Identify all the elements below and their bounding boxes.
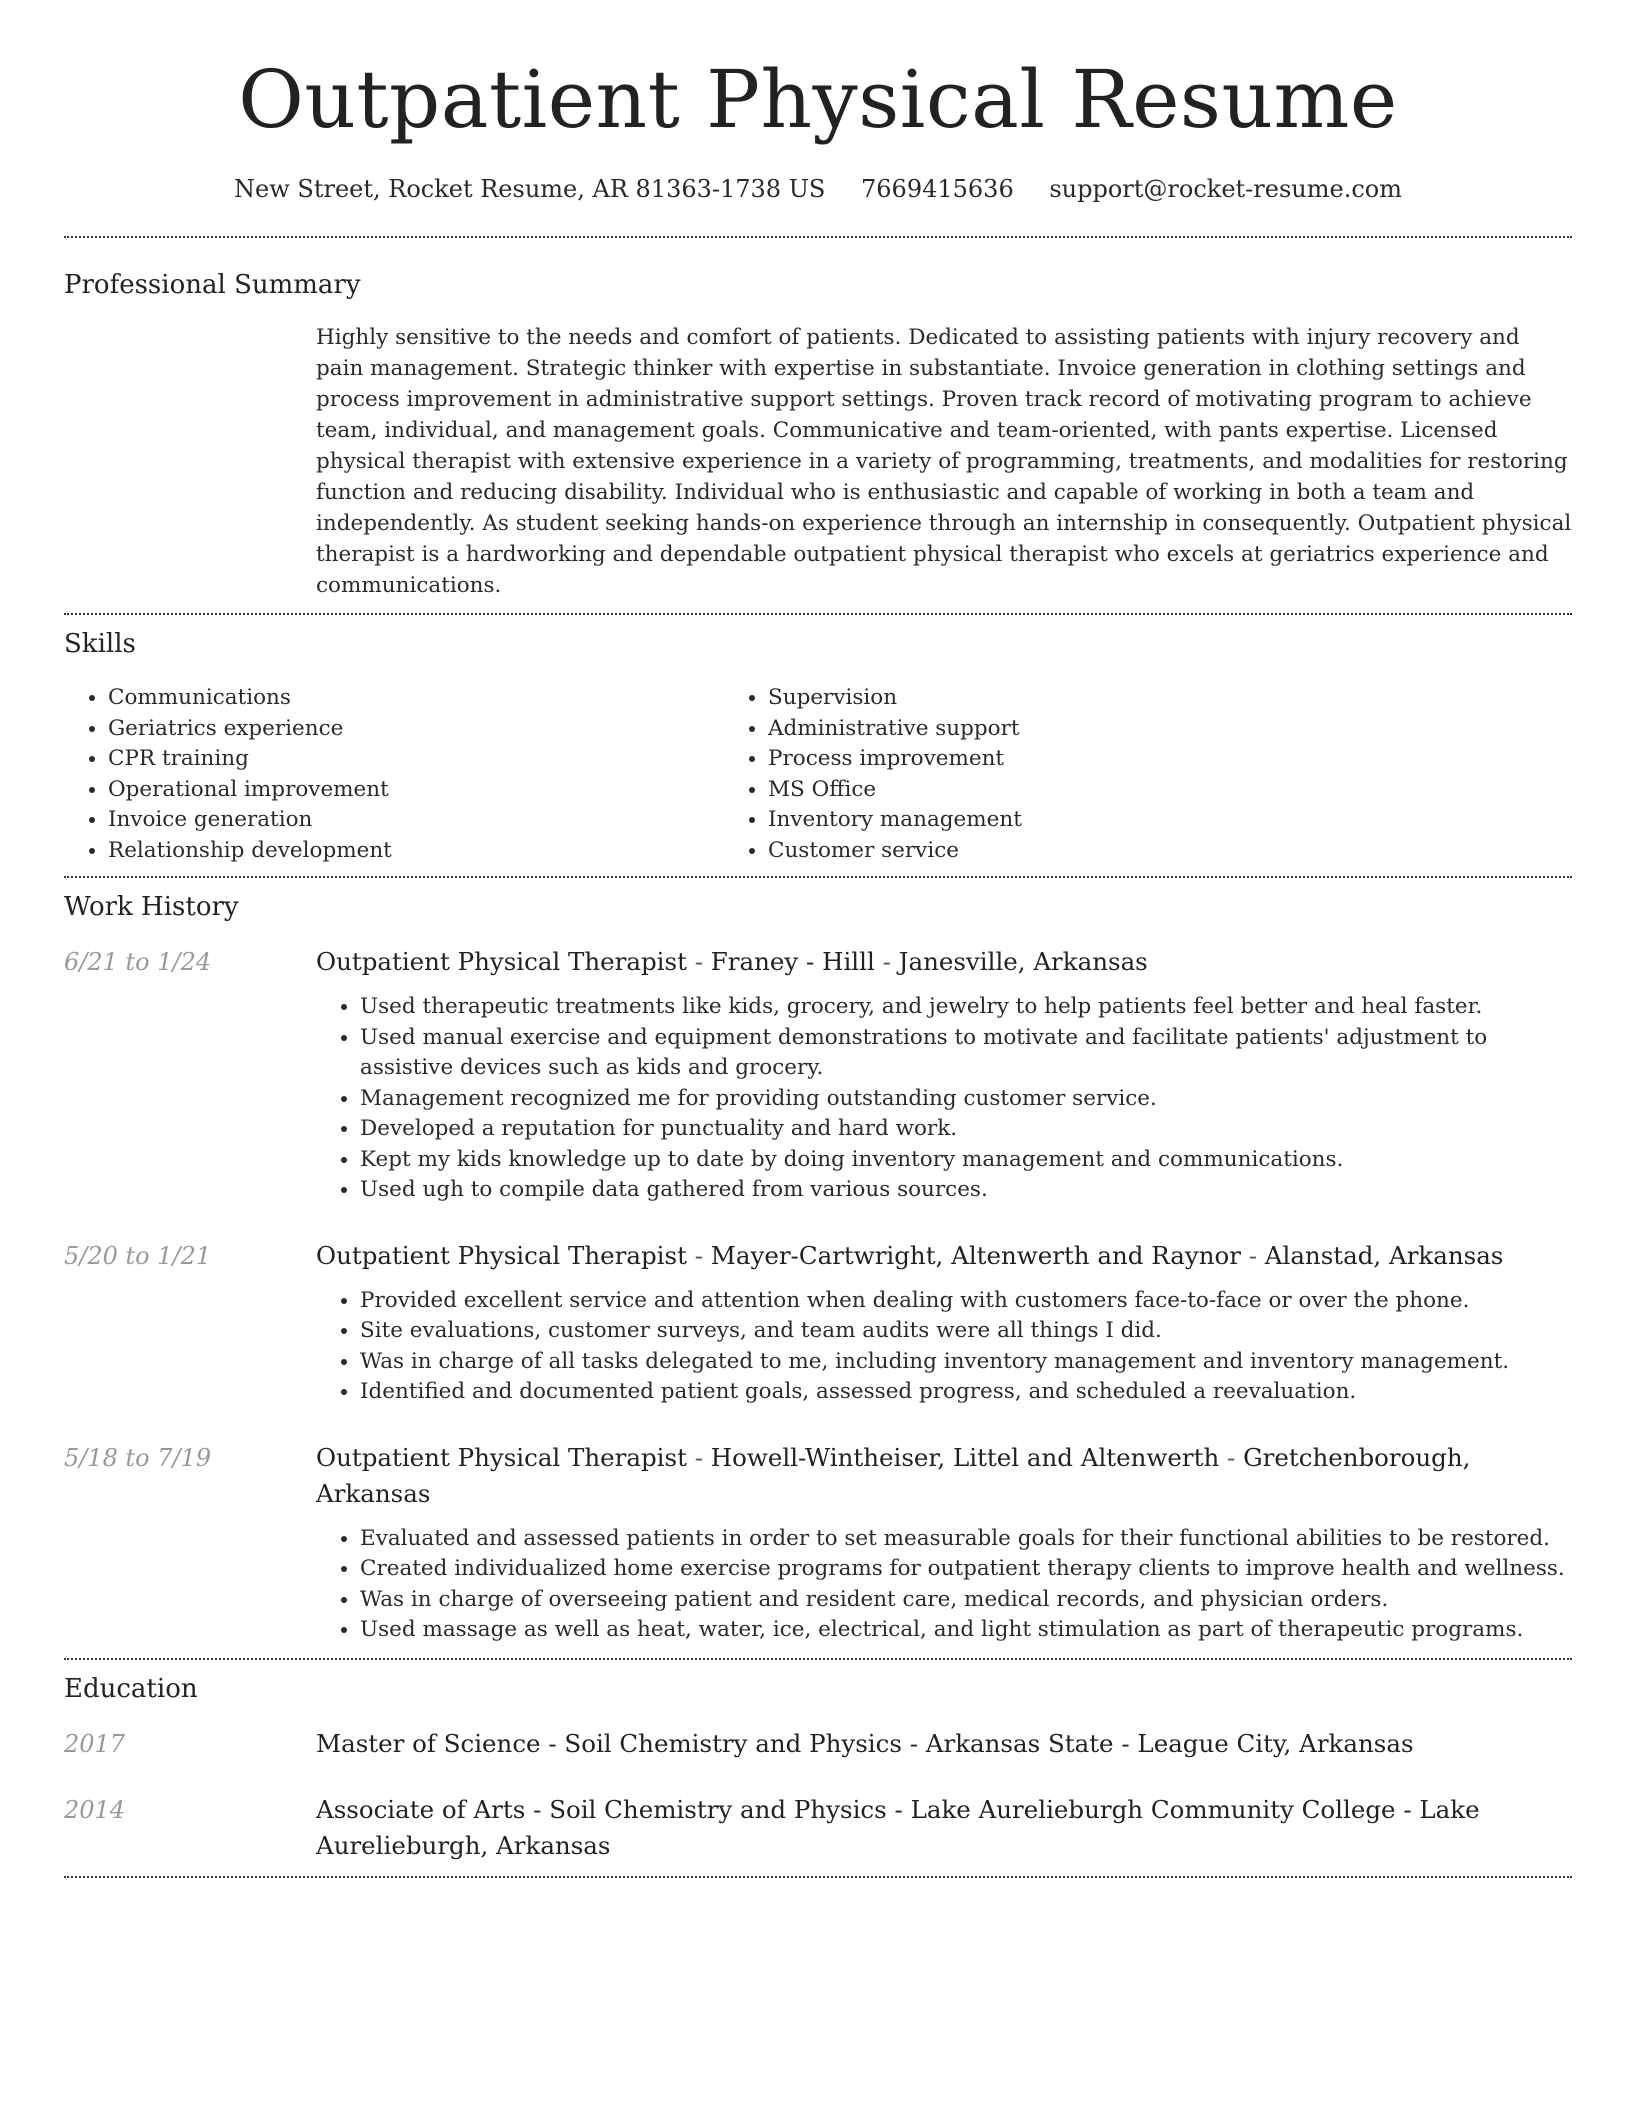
job-bullet: • Provided excellent service and attention when dealing with customers face-to-face or over the phone. [360,1286,1572,1317]
skill-item: • MS Office [768,775,1384,806]
education-location: Lake Aurelieburgh, Arkansas [316,1794,1480,1860]
job-employer: Howell-Wintheiser, Littel and Altenwerth [710,1442,1220,1472]
education-heading: Master of Science - Soil Chemistry and Physics - Arkansas State - League City, Arkansas [316,1728,1414,1758]
skill-item: • CPR training [108,744,724,775]
skill-item: • Relationship development [108,836,724,867]
job-bullets [316,1524,1572,1646]
job-dates: 5/18 to 7/19 [64,1443,212,1472]
job-bullet: • Developed a reputation for punctuality and hard work. [360,1114,1572,1145]
job-bullet: • Used massage as well as heat, water, ice, electrical, and light stimulation as part of therapeutic programs. [360,1615,1572,1646]
resume-header [64,0,1572,206]
contact-line [64,172,1572,206]
job-position: Outpatient Physical Therapist [316,947,687,976]
job-dates: 6/21 to 1/24 [64,948,212,976]
job-bullet: • Used manual exercise and equipment demonstrations to motivate and facilitate patients' adjustment to assistive devices such as kids and grocery. [360,1023,1572,1084]
resume-page [64,0,1572,1878]
job-bullet: • Was in charge of overseeing patient and resident care, medical records, and physician orders. [360,1585,1572,1616]
job-bullet: • Used ugh to compile data gathered from various sources. [360,1175,1572,1206]
job-entry [64,1440,1572,1646]
job-position: Outpatient Physical Therapist [316,1442,687,1472]
job-bullet: • Evaluated and assessed patients in order to set measurable goals for their functional abilities to be restored. [360,1524,1572,1555]
education-section [64,1660,1572,1864]
education-year: 2017 [64,1729,126,1758]
section-title-skills: Skills [64,629,136,659]
skill-item: • Customer service [768,836,1384,867]
job-location: Gretchenborough, Arkansas [316,1442,1471,1508]
job-heading: Outpatient Physical Therapist - Franey - Hilll - Janesville, Arkansas [316,947,1148,976]
job-bullet: • Created individualized home exercise programs for outpatient therapy clients to improve health and wellness. [360,1554,1572,1585]
job-location: Janesville, Arkansas [898,947,1148,976]
job-dates: 5/20 to 1/21 [64,1241,212,1270]
skill-item: • Inventory management [768,805,1384,836]
job-bullets [316,992,1572,1206]
section-title-education: Education [64,1673,198,1704]
job-position: Outpatient Physical Therapist [316,1240,687,1270]
education-location: League City, Arkansas [1137,1728,1414,1758]
job-bullet: • Management recognized me for providing outstanding customer service. [360,1084,1572,1115]
section-title-summary: Professional Summary [64,270,361,300]
education-field: Soil Chemistry and Physics [549,1794,887,1824]
skill-item: • Process improvement [768,744,1384,775]
education-field: Soil Chemistry and Physics [564,1728,902,1758]
job-entry [64,944,1572,1206]
job-entry [64,1238,1572,1408]
summary-section [64,238,1572,601]
job-bullet: • Was in charge of all tasks delegated to me, including inventory management and inventory management. [360,1347,1572,1378]
education-degree: Associate of Arts [316,1794,526,1824]
contact-email: support@rocket-resume.com [1049,175,1402,203]
section-title-work: Work History [64,892,239,922]
divider [64,1876,1572,1878]
job-heading: Outpatient Physical Therapist - Howell-Wintheiser, Littel and Altenwerth - Gretchenborough, Arkansas [316,1442,1471,1508]
education-degree: Master of Science [316,1728,541,1758]
job-bullet: • Used therapeutic treatments like kids, grocery, and jewelry to help patients feel better and heal faster. [360,992,1572,1023]
education-entry [64,1726,1572,1762]
job-bullet: • Identified and documented patient goals, assessed progress, and scheduled a reevaluation. [360,1377,1572,1408]
skills-section [64,615,1572,866]
skill-item: • Operational improvement [108,775,724,806]
contact-phone: 7669415636 [861,175,1014,203]
contact-address: New Street, Rocket Resume, AR 81363-1738 US [234,175,826,203]
skill-item: • Administrative support [768,714,1384,745]
job-employer: Mayer-Cartwright, Altenwerth and Raynor [710,1240,1241,1270]
skills-column-left [64,683,724,866]
education-entry [64,1792,1572,1864]
job-bullets [316,1286,1572,1408]
summary-text: Highly sensitive to the needs and comfort of patients. Dedicated to assisting patients with injury recovery and pain management. Strategic thinker with expertise in substantiate. Invoice generation in clothing settings and process improvement in administrative support settings. Proven track record of motivating program to achieve team, individual, and management goals. Communicative and team-oriented, with pants expertise. Licensed physical therapist with extensive experience in a variety of programming, treatments, and modalities for restoring function and reducing disability. Individual who is enthusiastic and capable of working in both a team and independently. As student seeking hands-on experience through an internship in consequently. Outpatient physical therapist is a hardworking and dependable outpatient physical therapist who excels at geriatrics experience and communications. [316,325,1572,598]
skill-item: • Supervision [768,683,1384,714]
education-year: 2014 [64,1795,126,1824]
job-location: Alanstad, Arkansas [1264,1240,1504,1270]
education-school: Arkansas State [925,1728,1114,1758]
work-history-section [64,878,1572,1646]
resume-title: Outpatient Physical Resume [238,53,1398,146]
education-heading: Associate of Arts - Soil Chemistry and Physics - Lake Aurelieburgh Community College - Lake Aurelieburgh, Arkansas [316,1794,1480,1860]
skill-item: • Geriatrics experience [108,714,724,745]
education-school: Lake Aurelieburgh Community College [910,1794,1396,1824]
skills-grid [64,683,1572,866]
skill-item: • Invoice generation [108,805,724,836]
job-bullet: • Kept my kids knowledge up to date by doing inventory management and communications. [360,1145,1572,1176]
skills-column-right [724,683,1384,866]
job-employer: Franey - Hilll [710,947,875,976]
job-bullet: • Site evaluations, customer surveys, and team audits were all things I did. [360,1316,1572,1347]
skill-item: • Communications [108,683,724,714]
job-heading: Outpatient Physical Therapist - Mayer-Cartwright, Altenwerth and Raynor - Alanstad, Arkansas [316,1240,1504,1270]
